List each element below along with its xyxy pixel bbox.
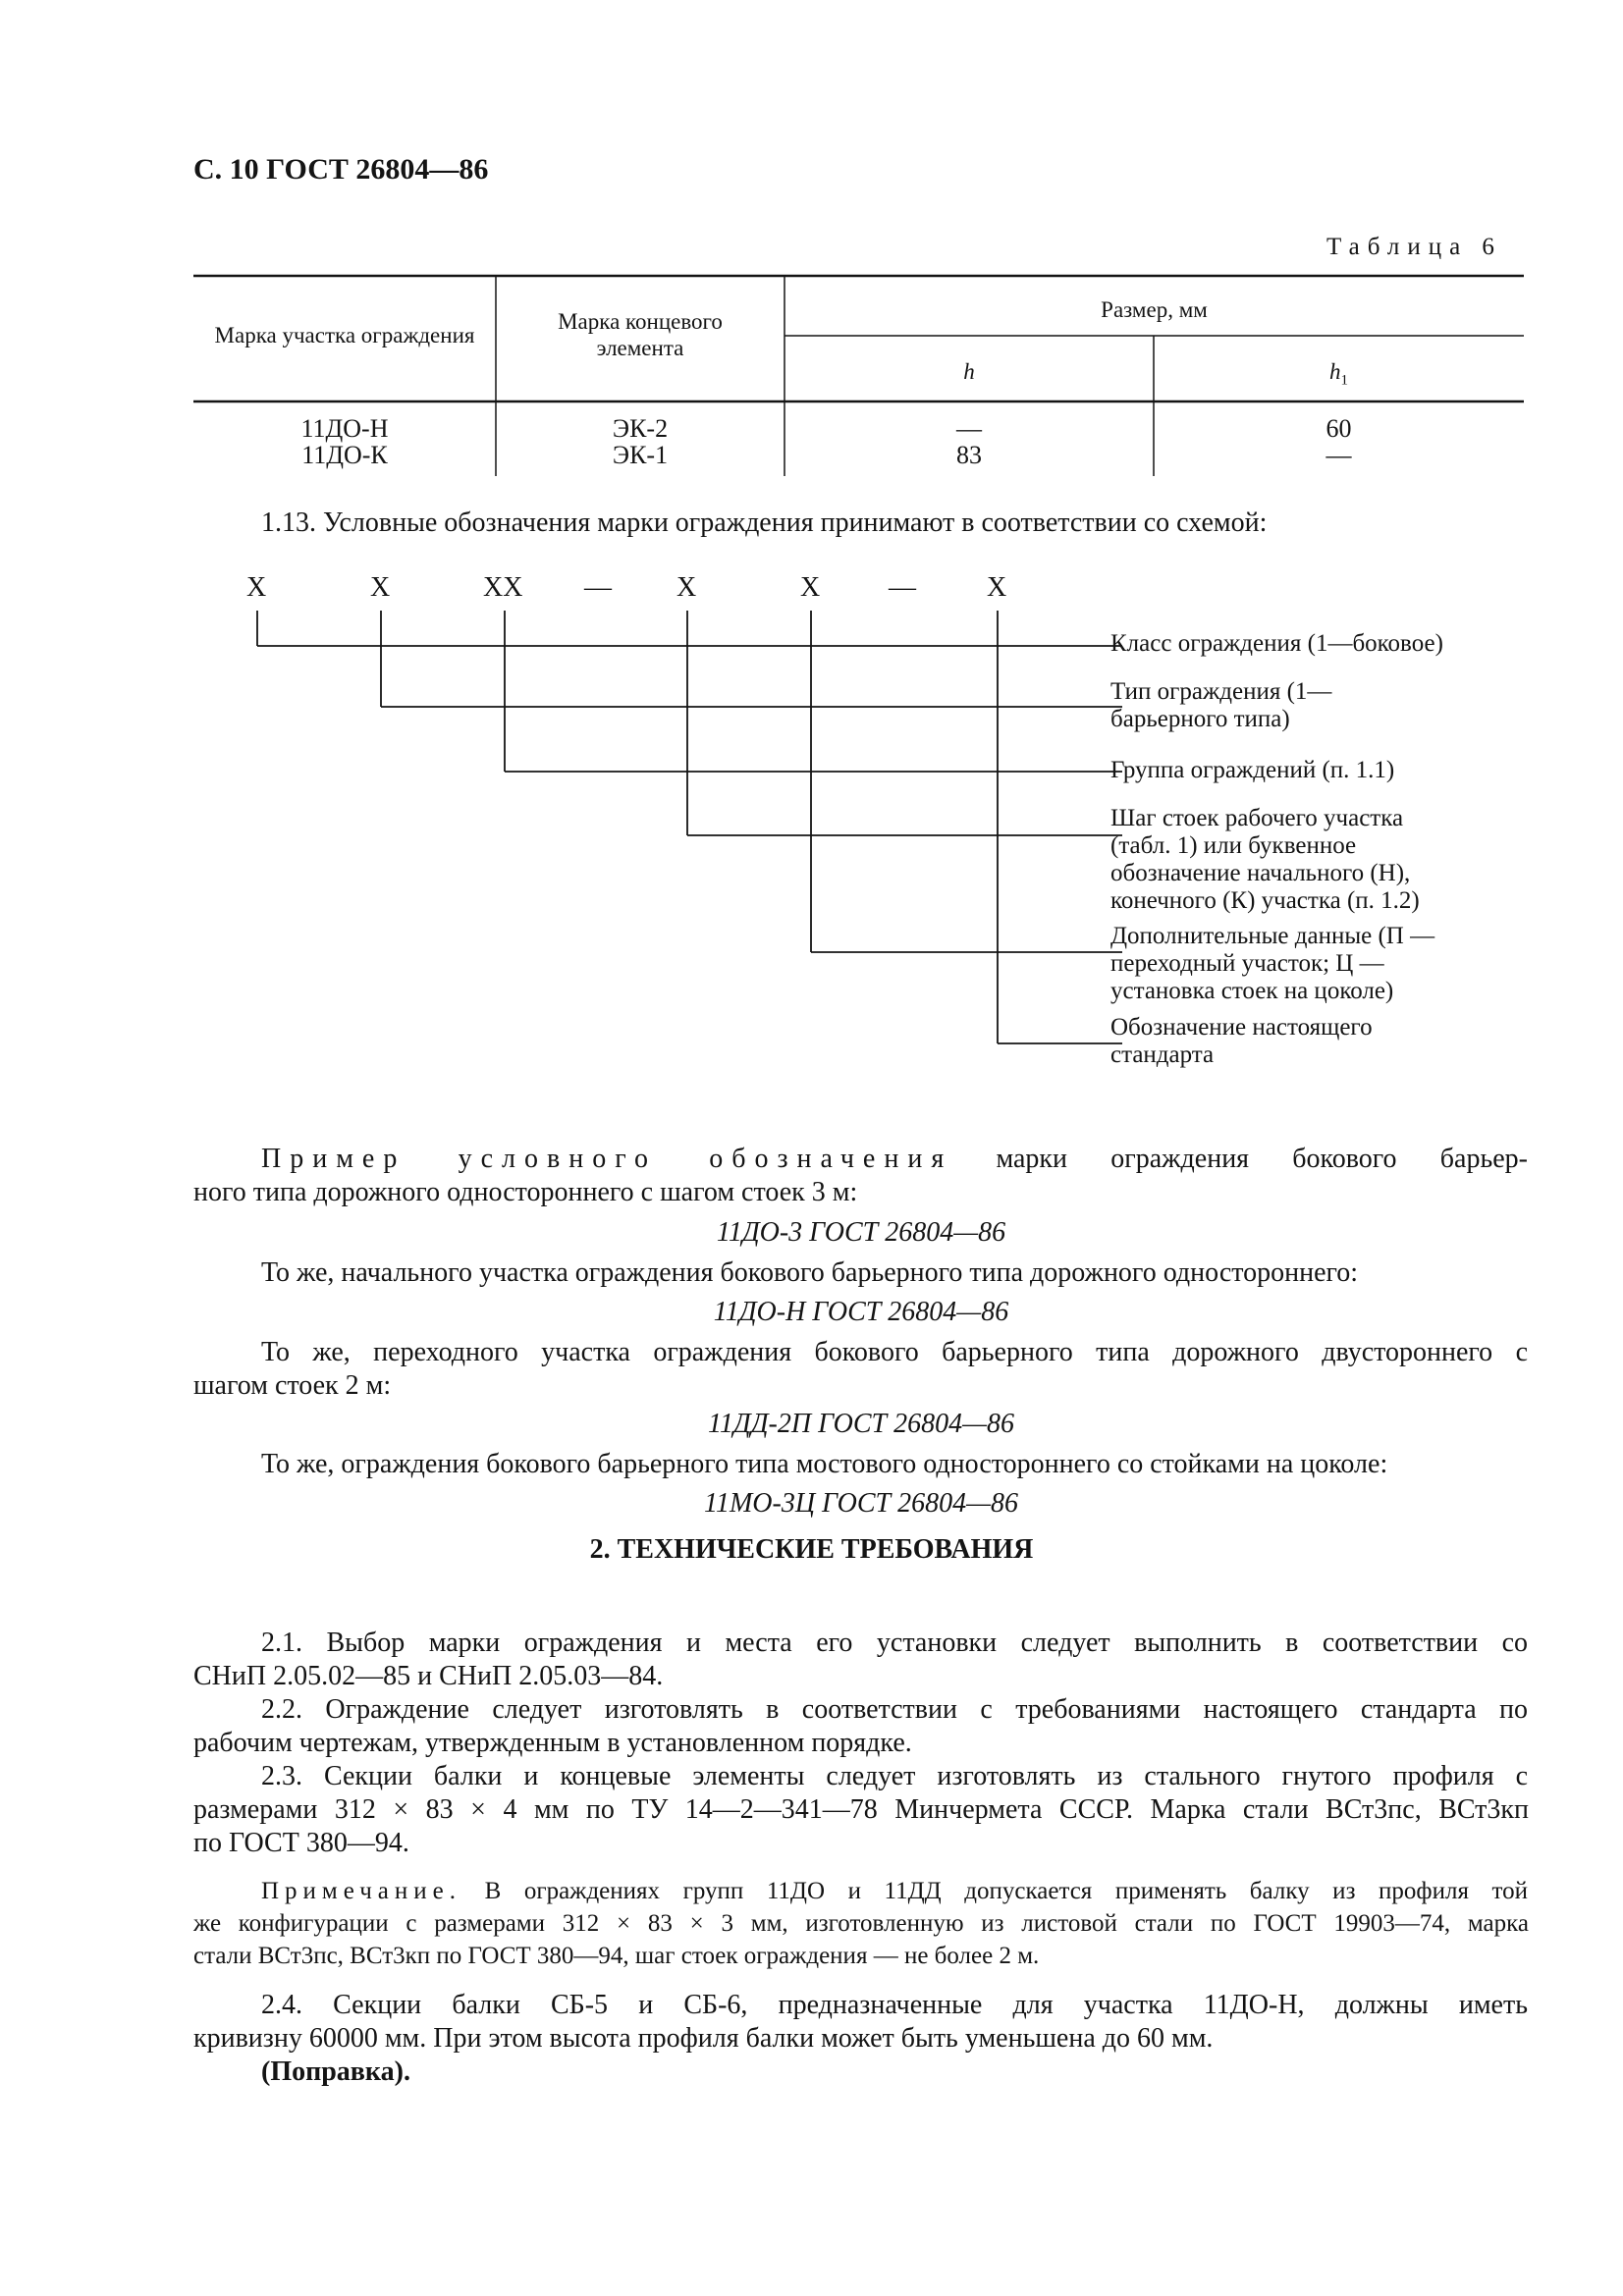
- example-text-3-line2: шагом стоек 2 м:: [193, 1370, 392, 1401]
- scheme-legend-step-line2: (табл. 1) или буквенное: [1110, 832, 1357, 859]
- example-text-4: То же, ограждения бокового барьерного типа мостового одностороннего со стойками на цоколе:: [261, 1449, 1388, 1479]
- scheme-legend-step-line3: обозначение начального (Н),: [1110, 860, 1411, 886]
- paragraph-2-1-line2: СНиП 2.05.02—85 и СНиП 2.05.03—84.: [193, 1661, 664, 1691]
- paragraph-2-3-line1: 2.3. Секции балки и концевые элементы следует изготовлять из стального гнутого профиля с: [261, 1761, 1528, 1791]
- table-row-2-h1: —: [1325, 441, 1352, 469]
- example-intro-line2: ного типа дорожного одностороннего с шагом стоек 3 м:: [193, 1177, 858, 1207]
- paragraph-1-13: 1.13. Условные обозначения марки ограждения принимают в соответствии со схемой:: [261, 507, 1268, 538]
- paragraph-2-1-line1: 2.1. Выбор марки ограждения и места его установки следует выполнить в соответствии со: [261, 1628, 1528, 1658]
- scheme-symbol-4: X: [676, 572, 697, 603]
- scheme-symbol-2: X: [370, 572, 391, 603]
- note-line3: стали ВСт3пс, ВСт3кп по ГОСТ 380—94, шаг стоек ограждения — не более 2 м.: [193, 1943, 1040, 1969]
- table-col-header-element-line2: элемента: [596, 336, 684, 360]
- scheme-legend-step-line1: Шаг стоек рабочего участка: [1110, 805, 1404, 831]
- paragraph-2-4-line2: кривизну 60000 мм. При этом высота профиля балки может быть уменьшена до 60 мм.: [193, 2023, 1214, 2054]
- scheme-symbol-5: X: [800, 572, 821, 603]
- example-text-2: То же, начального участка ограждения бокового барьерного типа дорожного одностороннего:: [261, 1257, 1359, 1288]
- table-subheader-h1: $h_1$: [1329, 359, 1348, 389]
- section-2-title: 2. ТЕХНИЧЕСКИЕ ТРЕБОВАНИЯ: [589, 1534, 1034, 1565]
- table-row-2-element: ЭК-1: [612, 441, 669, 469]
- page-header: С. 10 ГОСТ 26804—86: [193, 153, 489, 186]
- example-intro-line1: [261, 1143, 1528, 1176]
- paragraph-2-3-line2: размерами 312 × 83 × 4 мм по ТУ 14—2—341—78 Минчермета СССР. Марка стали ВСт3пс, ВСт3кп: [193, 1794, 1529, 1825]
- table-row-1-h1: 60: [1325, 414, 1352, 443]
- note-line2: же конфигурации с размерами 312 × 83 × 3 мм, изготовленную из листовой стали по ГОСТ 19903—74, марка: [193, 1910, 1529, 1937]
- scheme-legend-type-line2: барьерного типа): [1110, 706, 1290, 732]
- table-caption: Таблица 6: [1326, 234, 1502, 260]
- scheme-dash-2: —: [889, 572, 916, 603]
- table-row-2-mark: 11ДО-К: [301, 441, 388, 469]
- example-code-3: 11ДД-2П ГОСТ 26804—86: [707, 1409, 1015, 1439]
- paragraph-2-3-line3: по ГОСТ 380—94.: [193, 1828, 409, 1858]
- scheme-legend-step-line4: конечного (К) участка (п. 1.2): [1110, 887, 1420, 914]
- example-code-1: 11ДО-3 ГОСТ 26804—86: [716, 1217, 1006, 1248]
- table-subheader-h: h: [963, 359, 975, 384]
- table-row-1-mark: 11ДО-Н: [300, 414, 389, 443]
- scheme-symbol-3: XX: [483, 572, 523, 603]
- table-col-header-mark: Марка участка ограждения: [214, 323, 475, 347]
- paragraph-2-2-line2: рабочим чертежам, утвержденным в установленном порядке.: [193, 1728, 912, 1758]
- table-col-header-size: Размер, мм: [1101, 297, 1208, 322]
- example-code-4: 11МО-3Ц ГОСТ 26804—86: [704, 1488, 1018, 1519]
- scheme-legend-extra-line3: установка стоек на цоколе): [1110, 978, 1394, 1004]
- scheme-symbol-6: X: [987, 572, 1007, 603]
- scheme-legend-extra-line1: Дополнительные данные (П —: [1110, 923, 1435, 949]
- scheme-dash-1: —: [584, 572, 612, 603]
- note-label: Примечание.: [261, 1878, 462, 1904]
- table-row-2-h: 83: [956, 441, 982, 469]
- scheme-legend-class: Класс ограждения (1—боковое): [1110, 630, 1443, 657]
- scheme-lines: [257, 611, 1122, 1043]
- scheme-legend-group: Группа ограждений (п. 1.1): [1110, 757, 1395, 783]
- table-row-1-element: ЭК-2: [612, 414, 669, 443]
- table-row-1-h: —: [956, 414, 982, 443]
- scheme-legend-standard-line1: Обозначение настоящего: [1110, 1014, 1373, 1041]
- example-intro-rest: марки ограждения бокового барьер-: [952, 1144, 1529, 1174]
- amendment-note: (Поправка).: [261, 2056, 410, 2087]
- scheme-legend-standard-line2: стандарта: [1110, 1041, 1215, 1068]
- paragraph-2-4-line1: 2.4. Секции балки СБ-5 и СБ-6, предназначенные для участка 11ДО-Н, должны иметь: [261, 1990, 1528, 2020]
- table-col-header-element-line1: Марка концевого: [558, 309, 723, 334]
- example-text-3-line1: То же, переходного участка ограждения бокового барьерного типа дорожного двустороннего с: [261, 1337, 1528, 1367]
- note-line1: Примечание. В ограждениях групп 11ДО и 11ДД допускается применять балку из профиля той: [261, 1878, 1528, 1904]
- scheme-symbol-1: X: [246, 572, 267, 603]
- paragraph-2-2-line1: 2.2. Ограждение следует изготовлять в соответствии с требованиями настоящего стандарта по: [261, 1694, 1528, 1725]
- scheme-legend-type-line1: Тип ограждения (1—: [1110, 678, 1332, 705]
- scheme-legend-extra-line2: переходный участок; Ц —: [1110, 950, 1384, 977]
- example-intro-spaced: Пример условного обозначения: [261, 1144, 953, 1174]
- example-code-2: 11ДО-Н ГОСТ 26804—86: [713, 1297, 1009, 1327]
